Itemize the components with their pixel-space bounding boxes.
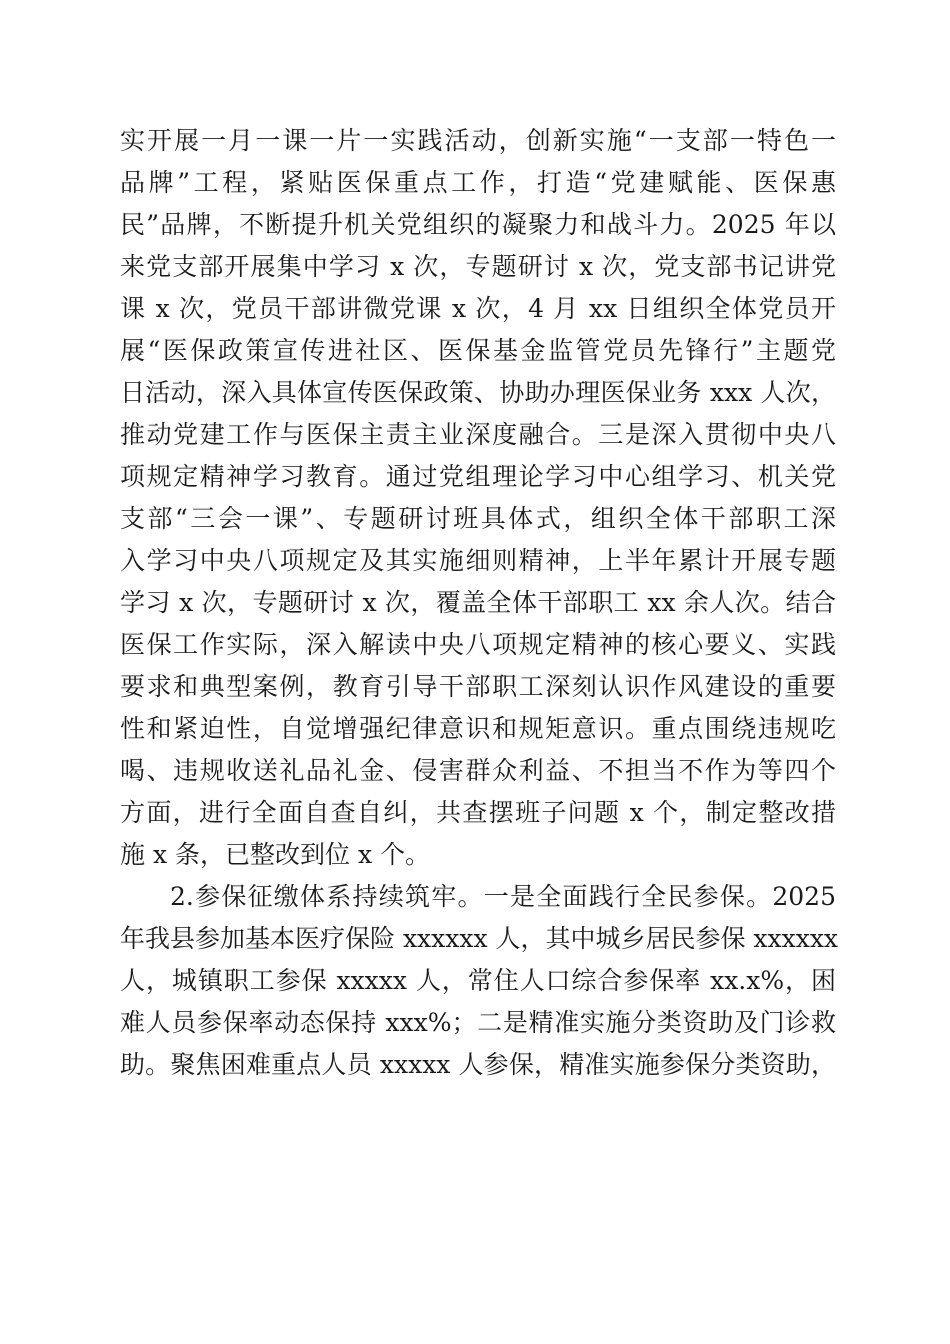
text-line: 展“医保政策宣传进社区、医保基金监管党员先锋行”主题党 bbox=[120, 336, 836, 365]
text-line: 助。聚焦困难重点人员 xxxxx 人参保，精准实施参保分类资助， bbox=[120, 1050, 836, 1079]
text-line: 课 x 次，党员干部讲微党课 x 次，4 月 xx 日组织全体党员开 bbox=[120, 294, 836, 323]
text-line: 入学习中央八项规定及其实施细则精神，上半年累计开展专题 bbox=[120, 546, 836, 575]
body-text bbox=[120, 120, 839, 1086]
text-line: 来党支部开展集中学习 x 次，专题研讨 x 次，党支部书记讲党 bbox=[120, 252, 836, 281]
section-heading-line: 2.参保征缴体系持续筑牢。一是全面践行全民参保。2025 bbox=[170, 882, 836, 911]
text-line: 喝、违规收送礼品礼金、侵害群众利益、不担当不作为等四个 bbox=[120, 756, 836, 785]
text-line: 学习 x 次，专题研讨 x 次，覆盖全体干部职工 xx 余人次。结合 bbox=[120, 588, 836, 617]
text-line: 实开展一月一课一片一实践活动，创新实施“一支部一特色一 bbox=[120, 126, 836, 155]
text-line: 要求和典型案例，教育引导干部职工深刻认识作风建设的重要 bbox=[120, 672, 836, 701]
paragraph-end-line: 施 x 条，已整改到位 x 个。 bbox=[120, 840, 430, 869]
text-line: 年我县参加基本医疗保险 xxxxxx 人，其中城乡居民参保 xxxxxx bbox=[120, 924, 839, 953]
text-line: 推动党建工作与医保主责主业深度融合。三是深入贯彻中央八 bbox=[120, 420, 836, 449]
text-line: 方面，进行全面自查自纠，共查摆班子问题 x 个，制定整改措 bbox=[120, 798, 836, 827]
text-line: 支部“三会一课”、专题研讨班具体式，组织全体干部职工深 bbox=[120, 504, 836, 533]
text-line: 项规定精神学习教育。通过党组理论学习中心组学习、机关党 bbox=[120, 462, 836, 491]
text-line: 难人员参保率动态保持 xxx%；二是精准实施分类资助及门诊救 bbox=[120, 1008, 836, 1037]
text-line: 民”品牌，不断提升机关党组织的凝聚力和战斗力。2025 年以 bbox=[120, 210, 836, 239]
text-line: 日活动，深入具体宣传医保政策、协助办理医保业务 xxx 人次， bbox=[120, 378, 836, 407]
text-line: 人，城镇职工参保 xxxxx 人，常住人口综合参保率 xx.x%，困 bbox=[120, 966, 836, 995]
text-line: 性和紧迫性，自觉增强纪律意识和规矩意识。重点围绕违规吃 bbox=[120, 714, 836, 743]
text-line: 医保工作实际，深入解读中央八项规定精神的核心要义、实践 bbox=[120, 630, 836, 659]
text-line: 品牌”工程，紧贴医保重点工作，打造“党建赋能、医保惠 bbox=[120, 168, 836, 197]
